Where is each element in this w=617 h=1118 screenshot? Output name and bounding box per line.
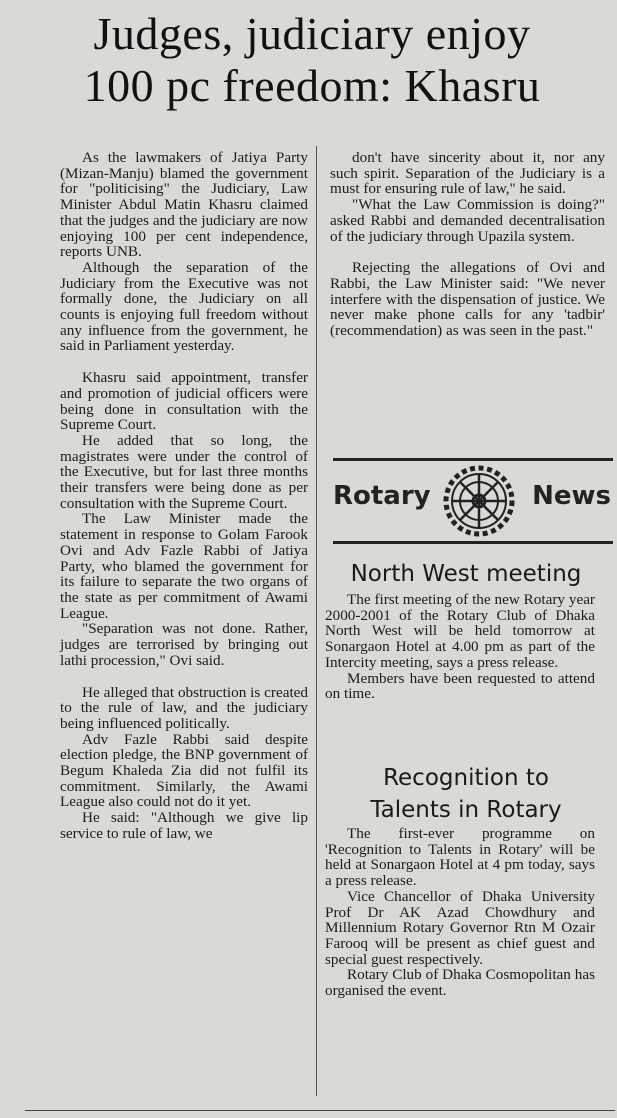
headline bbox=[22, 8, 602, 112]
article-paragraph: He added that so long, the magistrates were under the control of the Executive, but for last three months their transfers were being done as per consultation with the Supreme Court. bbox=[60, 431, 308, 512]
news-1-title: North West meeting bbox=[350, 561, 582, 587]
news-paragraph: Rotary Club of Dhaka Cosmopolitan has organised the event. bbox=[325, 966, 595, 1000]
article-paragraph: As the lawmakers of Jatiya Party (Mizan-Manju) blamed the government for "politicising" the Judiciary, Law Minister Abdul Matin Khasru claimed that the judges and the judiciary are now enjoying 100 per cent independence, reports UNB. bbox=[60, 149, 308, 261]
article-paragraph: don't have sincerity about it, nor any such spirit. Separation of the Judiciary is a must for ensuring rule of law," he said. bbox=[330, 149, 605, 198]
headline-line-2: 100 pc freedom: Khasru bbox=[83, 60, 541, 111]
article-paragraph: "What the Law Commission is doing?" asked Rabbi and demanded decentralisation of the judiciary through Upazila system. bbox=[330, 196, 605, 245]
news-2-title-line-1: Recognition to bbox=[383, 765, 549, 791]
news-2-body bbox=[325, 826, 595, 999]
article-paragraph: "Separation was not done. Rather, judges are terrorised by bringing out lathi procession," Ovi said. bbox=[60, 620, 308, 669]
banner-word-rotary: Rotary bbox=[333, 481, 431, 511]
article-paragraph: He said: "Although we give lip service to rule of law, we bbox=[60, 809, 308, 842]
news-paragraph: The first meeting of the new Rotary year 2000-2001 of the Rotary Club of Dhaka North West will be held tomorrow at Sonargaon Hotel at 4.00 pm as part of the Intercity meeting, says a press release. bbox=[325, 591, 595, 671]
article-paragraph: Although the separation of the Judiciary from the Executive was not formally done, the Judiciary on all counts is enjoying full freedom without any influence from the government, he said in Parliament yesterday. bbox=[60, 258, 308, 355]
article-paragraph: He alleged that obstruction is created to the rule of law, and the judiciary being influenced politically. bbox=[60, 683, 308, 732]
article-paragraph: The Law Minister made the statement in response to Golam Farook Ovi and Adv Fazle Rabbi of Jatiya Party, who blamed the government for its failure to separate the two organs of the state as per commitment of Awami League. bbox=[60, 510, 308, 622]
article-right-column bbox=[330, 150, 610, 339]
news-1-body bbox=[325, 592, 595, 702]
headline-line-1: Judges, judiciary enjoy bbox=[93, 8, 531, 59]
article-paragraph: Adv Fazle Rabbi said despite election pledge, the BNP government of Begum Khaleda Zia did not fulfil its commitment. Similarly, the Awami League also could not do it yet. bbox=[60, 730, 308, 811]
news-paragraph: The first-ever programme on 'Recognition to Talents in Rotary' will be held at Sonargaon Hotel at 4 pm today, says a press release. bbox=[325, 825, 595, 890]
banner-word-news: News bbox=[532, 481, 611, 511]
rotary-news-banner bbox=[333, 458, 613, 544]
bottom-rule bbox=[25, 1110, 615, 1111]
news-paragraph: Members have been requested to attend on time. bbox=[325, 669, 595, 703]
column-divider bbox=[316, 146, 317, 1096]
news-2-title-line-2: Talents in Rotary bbox=[370, 797, 562, 823]
rotary-wheel-icon bbox=[441, 463, 517, 539]
article-left-column bbox=[60, 150, 308, 842]
news-2-title bbox=[335, 762, 597, 826]
news-paragraph: Vice Chancellor of Dhaka University Prof Dr AK Azad Chowdhury and Millennium Rotary Governor Rtn M Ozair Farooq will be present as chief guest and special guest respectively. bbox=[325, 887, 595, 968]
article-paragraph: Khasru said appointment, transfer and promotion of judicial officers were being done in consultation with the Supreme Court. bbox=[60, 369, 308, 434]
article-paragraph: Rejecting the allegations of Ovi and Rabbi, the Law Minister said: "We never interfere with the dispensation of justice. We never make phone calls for any 'tadbir' (recommendation) as was seen in the past." bbox=[330, 259, 605, 340]
